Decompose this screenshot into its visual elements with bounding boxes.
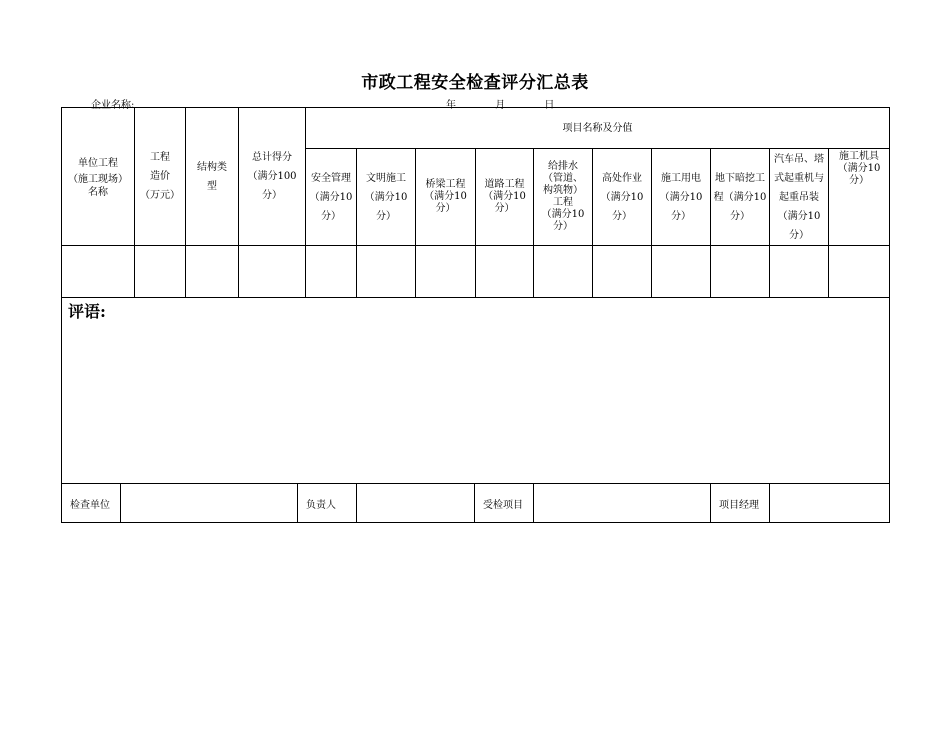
cell-total-score[interactable] [239, 246, 306, 298]
cell-score[interactable] [652, 246, 711, 298]
cell-score[interactable] [593, 246, 652, 298]
signature-table [61, 483, 890, 523]
header-item: 给排水 （管道、 构筑物） 工程 （满分10 分） [534, 149, 593, 246]
header-item: 汽车吊、塔 式起重机与 起重吊装 （满分10 分） [770, 149, 829, 246]
page-title: 市政工程安全检查评分汇总表 [361, 73, 589, 93]
day-label: 日 [544, 100, 555, 111]
inspector-unit-label: 检查单位 [62, 484, 121, 523]
cell-score[interactable] [476, 246, 534, 298]
cell-structure[interactable] [186, 246, 239, 298]
score-summary-table [61, 107, 890, 484]
inspector-unit-field[interactable] [121, 484, 298, 523]
header-item-group: 项目名称及分值 [306, 108, 890, 149]
header-item: 道路工程 （满分10 分） [476, 149, 534, 246]
person-in-charge-field[interactable] [357, 484, 475, 523]
inspected-project-label: 受检项目 [475, 484, 534, 523]
year-label: 年 [446, 100, 456, 111]
header-cost: 工程 造价 （万元） [135, 108, 186, 246]
inspected-project-field[interactable] [534, 484, 711, 523]
cell-score[interactable] [711, 246, 770, 298]
cell-score[interactable] [306, 246, 357, 298]
cell-score[interactable] [534, 246, 593, 298]
cell-score[interactable] [770, 246, 829, 298]
header-item: 施工用电 （满分10 分） [652, 149, 711, 246]
cell-score[interactable] [829, 246, 890, 298]
comment-label: 评语: [68, 302, 106, 321]
company-name-label: 企业名称: [91, 100, 135, 111]
header-structure: 结构类 型 [186, 108, 239, 246]
table-row [62, 246, 890, 298]
person-in-charge-label: 负责人 [298, 484, 357, 523]
header-item: 桥梁工程 （满分10 分） [416, 149, 476, 246]
cell-cost[interactable] [135, 246, 186, 298]
project-manager-label: 项目经理 [711, 484, 770, 523]
header-unit: 单位工程 （施工现场） 名称 [62, 108, 135, 246]
project-manager-field[interactable] [770, 484, 890, 523]
cell-unit-name[interactable] [62, 246, 135, 298]
header-item: 安全管理 （满分10 分） [306, 149, 357, 246]
header-item: 地下暗挖工 程（满分10 分） [711, 149, 770, 246]
month-label: 月 [495, 100, 506, 111]
cell-score[interactable] [416, 246, 476, 298]
header-total: 总计得分 （满分100 分） [239, 108, 306, 246]
cell-score[interactable] [357, 246, 416, 298]
header-item: 文明施工 （满分10 分） [357, 149, 416, 246]
header-item: 施工机具 （满分10 分） [829, 149, 890, 246]
comment-area[interactable] [62, 298, 890, 484]
header-item: 高处作业 （满分10 分） [593, 149, 652, 246]
